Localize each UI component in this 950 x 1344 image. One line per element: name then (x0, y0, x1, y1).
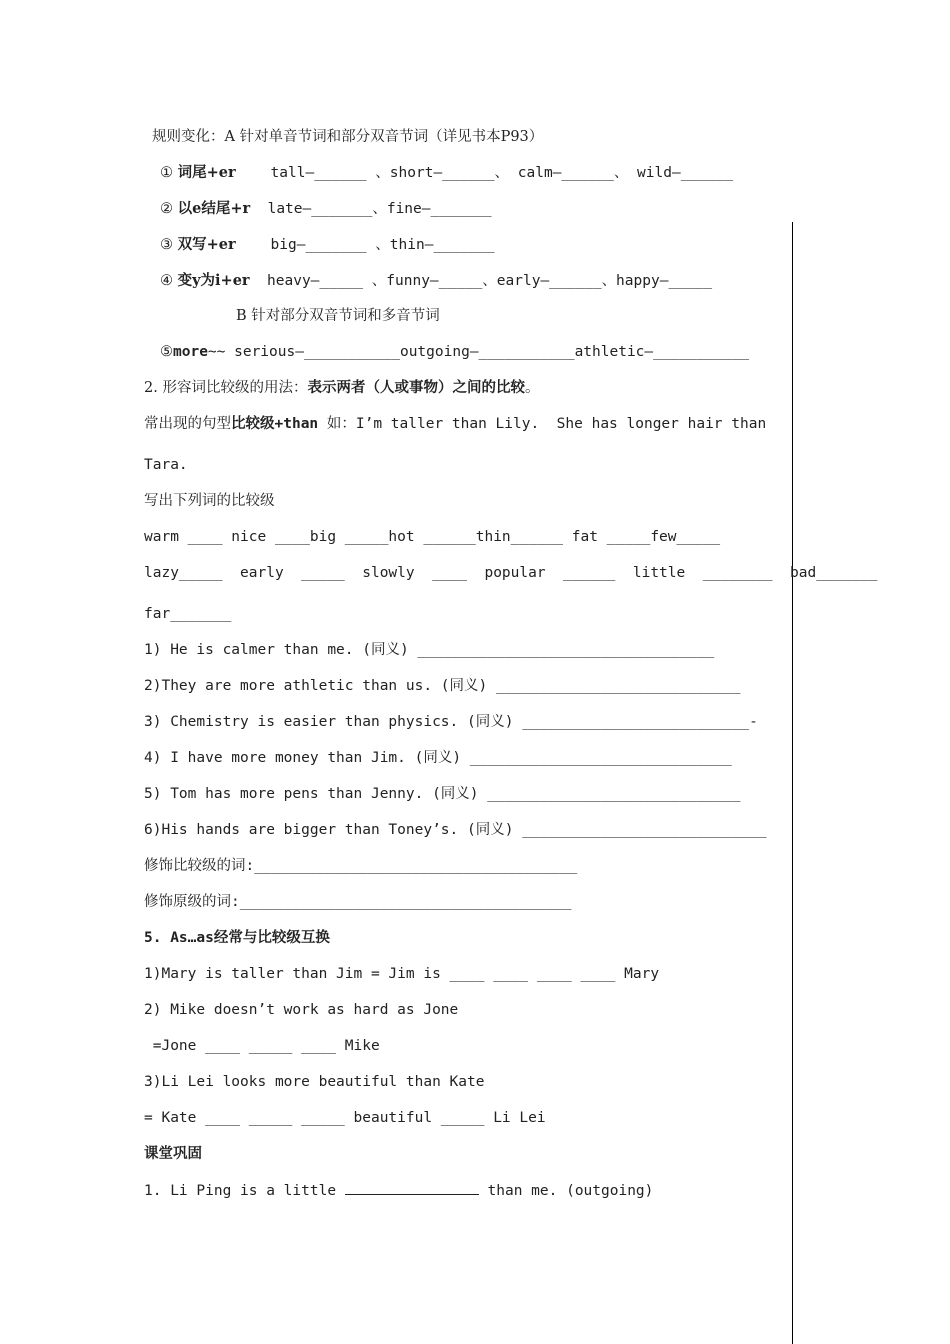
section-2-end: 。 (524, 380, 540, 396)
rule-2 (160, 199, 492, 219)
pattern-formula: 比较级+than (231, 416, 319, 432)
rule-4-label: 变y为i+er (177, 272, 250, 289)
as-as-3: 3)Li Lei looks more beautiful than Kate (144, 1074, 485, 1090)
practice-heading: 课堂巩固 (144, 1145, 202, 1162)
positive-modifiers: 修饰原级的词:______________________________________ (144, 894, 572, 910)
synonym-6: 6)His hands are bigger than Toney’s. (同义) ____________________________ (144, 822, 767, 838)
rule-2-num: ② (160, 201, 178, 217)
rule-3-num: ③ (160, 237, 178, 253)
section-2-prefix: 2. 形容词比较级的用法： (144, 380, 308, 396)
sentence-pattern (144, 414, 766, 434)
pattern-example: 如：I’m taller than Lily. She has longer hair than (318, 416, 767, 432)
exercise-words-2: lazy_____ early _____ slowly ____ popular ______ little ________ bad_______ (144, 565, 878, 581)
rule-5-num: ⑤ (160, 344, 173, 360)
margin-line (792, 222, 793, 1344)
practice-1-blank[interactable] (345, 1180, 479, 1195)
rule-3-label: 双写+er (177, 236, 236, 253)
rule-1 (160, 163, 733, 183)
rule-1-num: ① (160, 165, 178, 181)
rule-5-words: ~~ serious—___________outgoing—___________athletic—___________ (207, 344, 750, 360)
section-5-heading: 5. As…as经常与比较级互换 (144, 930, 330, 946)
synonym-2: 2)They are more athletic than us. (同义) ____________________________ (144, 678, 741, 694)
pattern-example-cont: Tara. (144, 457, 188, 473)
rule-3-words: big—_______ 、thin—_______ (235, 237, 495, 253)
synonym-3: 3) Chemistry is easier than physics. (同义) __________________________- (144, 714, 758, 730)
synonym-1: 1) He is calmer than me. (同义) __________________________________ (144, 642, 715, 658)
rule-2-words: late—_______、fine—_______ (250, 201, 492, 217)
rule-3 (160, 235, 495, 255)
as-as-3-answer: = Kate ____ _____ _____ beautiful _____ Li Lei (144, 1110, 546, 1126)
section-2-emphasis: 表示两者（人或事物）之间的比较 (307, 379, 525, 396)
synonym-5: 5) Tom has more pens than Jenny. (同义) _____________________________ (144, 786, 741, 802)
as-as-2-answer: =Jone ____ _____ ____ Mike (144, 1038, 380, 1054)
rule-1-words: tall—______ 、short—______、 calm—______、 wild—______ (235, 165, 734, 181)
rule-2-label: 以e结尾+r (177, 200, 251, 217)
as-as-2: 2) Mike doesn’t work as hard as Jone (144, 1002, 459, 1018)
synonym-4: 4) I have more money than Jim. (同义) ______________________________ (144, 750, 732, 766)
as-as-1: 1)Mary is taller than Jim = Jim is ____ ____ ____ ____ Mary (144, 966, 660, 982)
practice-1 (144, 1180, 653, 1201)
rule-5 (160, 342, 749, 362)
section-2-heading (144, 378, 539, 398)
rule-4-num: ④ (160, 273, 178, 289)
rule-5-label: more (173, 344, 208, 360)
exercise-title: 写出下列词的比较级 (144, 493, 275, 509)
pattern-prefix: 常出现的句型 (144, 416, 231, 432)
practice-1-prefix: 1. Li Ping is a little (144, 1183, 345, 1199)
rule-b-title: B 针对部分双音节词和多音节词 (236, 308, 440, 324)
exercise-words-1: warm ____ nice ____big _____hot ______thin______ fat _____few_____ (144, 529, 721, 545)
rule-title: 规则变化：A 针对单音节词和部分双音节词（详见书本P93） (152, 129, 544, 145)
exercise-words-3: far_______ (144, 606, 232, 622)
rule-4-words: heavy—_____ 、funny—_____、early—______、happy—_____ (249, 273, 713, 289)
practice-1-suffix: than me. (outgoing) (478, 1183, 654, 1199)
rule-1-label: 词尾+er (177, 164, 236, 181)
comparative-modifiers: 修饰比较级的词:_____________________________________ (144, 858, 578, 874)
rule-4 (160, 271, 712, 291)
